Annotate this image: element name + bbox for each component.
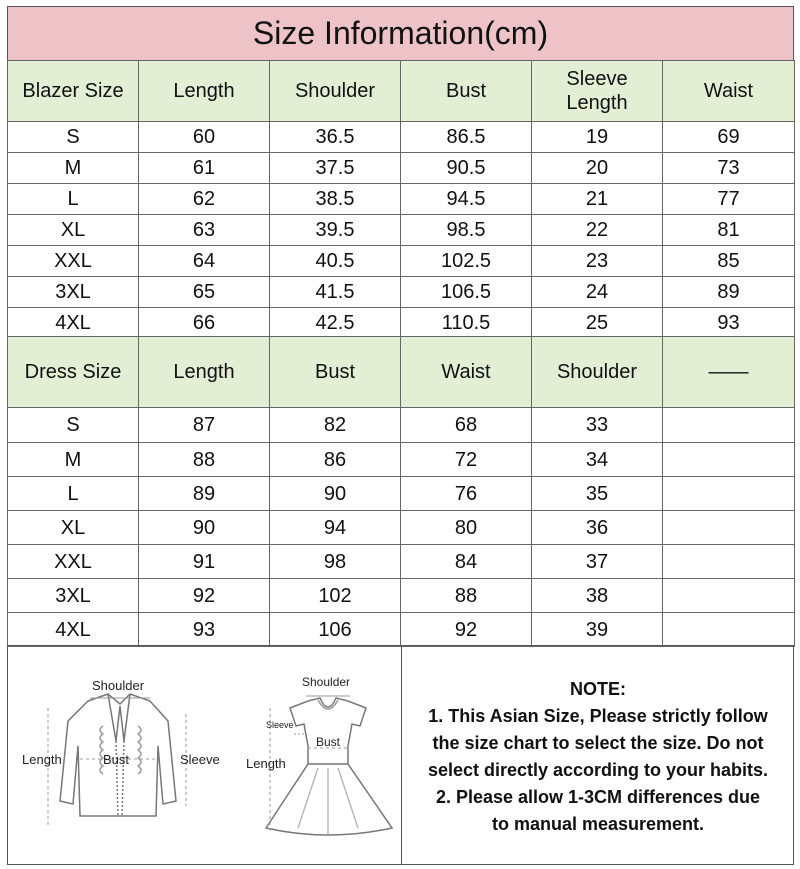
header-cell: Bust [270, 337, 401, 408]
table-row [8, 184, 795, 215]
dress-length-label: Length [246, 756, 286, 771]
table-row [8, 122, 795, 153]
table-cell: 87 [139, 408, 270, 443]
table-cell: 39 [532, 613, 663, 647]
header-cell: Shoulder [270, 61, 401, 122]
table-cell [663, 443, 795, 477]
table-cell: 73 [663, 153, 795, 184]
measurement-diagram [8, 646, 398, 864]
table-cell: 88 [139, 443, 270, 477]
blazer-sleeve-label: Sleeve [180, 752, 220, 767]
table-cell: 90 [270, 477, 401, 511]
table-cell: 24 [532, 277, 663, 308]
table-cell [663, 408, 795, 443]
header-cell: Waist [401, 337, 532, 408]
table-row [8, 443, 795, 477]
table-cell: 89 [139, 477, 270, 511]
note-line: 1. This Asian Size, Please strictly follow [428, 706, 768, 726]
table-row [8, 545, 795, 579]
table-cell: 98.5 [401, 215, 532, 246]
header-cell: Bust [401, 61, 532, 122]
table-cell: 88 [401, 579, 532, 613]
table-cell: 94 [270, 511, 401, 545]
table-cell: S [8, 408, 139, 443]
table-cell: 106.5 [401, 277, 532, 308]
table-cell: 65 [139, 277, 270, 308]
table-cell: 42.5 [270, 308, 401, 338]
header-cell: Waist [663, 61, 795, 122]
panel-divider [401, 646, 402, 864]
table-cell: 81 [663, 215, 795, 246]
dress-bust-label: Bust [316, 735, 341, 749]
table-cell: 91 [139, 545, 270, 579]
header-cell: Blazer Size [8, 61, 139, 122]
table-row [8, 277, 795, 308]
header-cell: Sleeve Length [532, 61, 663, 122]
table-cell: L [8, 477, 139, 511]
table-cell: 35 [532, 477, 663, 511]
dress-sleeve-label: Sleeve [266, 720, 294, 730]
table-cell: 92 [139, 579, 270, 613]
table-cell: 80 [401, 511, 532, 545]
table-cell: 23 [532, 246, 663, 277]
table-cell: 90.5 [401, 153, 532, 184]
table-cell: 85 [663, 246, 795, 277]
table-cell: 41.5 [270, 277, 401, 308]
note-line: 2. Please allow 1-3CM differences due [435, 787, 761, 807]
table-cell: 69 [663, 122, 795, 153]
note-block [403, 676, 793, 838]
table-cell: 22 [532, 215, 663, 246]
table-cell: 89 [663, 277, 795, 308]
measurement-info-panel [7, 645, 794, 865]
table-cell: 92 [401, 613, 532, 647]
page-title: Size Information(cm) [7, 6, 794, 61]
table-cell: 61 [139, 153, 270, 184]
table-cell: 39.5 [270, 215, 401, 246]
table-cell: XL [8, 511, 139, 545]
table-cell [663, 579, 795, 613]
table-cell: 77 [663, 184, 795, 215]
table-cell [663, 511, 795, 545]
table-row [8, 511, 795, 545]
table-cell: M [8, 153, 139, 184]
header-cell: Length [139, 61, 270, 122]
table-cell: L [8, 184, 139, 215]
table-cell: 4XL [8, 613, 139, 647]
table-cell: S [8, 122, 139, 153]
table-cell: 102 [270, 579, 401, 613]
table-cell: 76 [401, 477, 532, 511]
blazer-bust-label: Bust [103, 752, 130, 767]
blazer-size-table [7, 60, 795, 338]
table-cell: 82 [270, 408, 401, 443]
table-cell: 90 [139, 511, 270, 545]
table-cell: 25 [532, 308, 663, 338]
table-cell: 37.5 [270, 153, 401, 184]
note-line: to manual measurement. [491, 814, 705, 834]
table-cell: 110.5 [401, 308, 532, 338]
table-cell: 86.5 [401, 122, 532, 153]
table-cell: 38 [532, 579, 663, 613]
table-cell: 68 [401, 408, 532, 443]
table-cell: 34 [532, 443, 663, 477]
table-cell: 86 [270, 443, 401, 477]
table-header-row [8, 337, 795, 408]
table-row [8, 477, 795, 511]
header-cell: Shoulder [532, 337, 663, 408]
blazer-shoulder-label: Shoulder [92, 678, 145, 693]
table-cell: M [8, 443, 139, 477]
table-cell: 93 [663, 308, 795, 338]
table-cell: 60 [139, 122, 270, 153]
table-row [8, 408, 795, 443]
header-cell: Dress Size [8, 337, 139, 408]
table-cell: 94.5 [401, 184, 532, 215]
table-cell [663, 613, 795, 647]
blazer-length-label: Length [22, 752, 62, 767]
table-cell: 63 [139, 215, 270, 246]
table-cell: XXL [8, 545, 139, 579]
table-cell: 33 [532, 408, 663, 443]
table-cell: 21 [532, 184, 663, 215]
table-cell [663, 477, 795, 511]
table-row [8, 579, 795, 613]
table-cell: 3XL [8, 277, 139, 308]
table-cell: 72 [401, 443, 532, 477]
note-line: the size chart to select the size. Do not [432, 733, 764, 753]
table-header-row [8, 61, 795, 122]
table-cell: 66 [139, 308, 270, 338]
header-cell: Length [139, 337, 270, 408]
table-cell: 98 [270, 545, 401, 579]
table-cell: 36.5 [270, 122, 401, 153]
table-cell: 62 [139, 184, 270, 215]
table-cell: 84 [401, 545, 532, 579]
dress-shoulder-label: Shoulder [302, 675, 351, 689]
table-cell: 3XL [8, 579, 139, 613]
table-cell: 93 [139, 613, 270, 647]
table-cell: 19 [532, 122, 663, 153]
table-cell: 36 [532, 511, 663, 545]
table-cell: 102.5 [401, 246, 532, 277]
table-cell: 40.5 [270, 246, 401, 277]
table-cell: 37 [532, 545, 663, 579]
table-row [8, 246, 795, 277]
table-cell: 64 [139, 246, 270, 277]
table-cell: 4XL [8, 308, 139, 338]
table-cell: 20 [532, 153, 663, 184]
note-line: select directly according to your habits. [427, 760, 769, 780]
table-cell [663, 545, 795, 579]
table-row [8, 613, 795, 647]
table-row [8, 153, 795, 184]
note-heading: NOTE: [570, 679, 626, 699]
dress-size-table [7, 336, 795, 647]
table-cell: XL [8, 215, 139, 246]
header-cell: —— [663, 337, 795, 408]
table-row [8, 308, 795, 338]
table-row [8, 215, 795, 246]
table-cell: XXL [8, 246, 139, 277]
table-cell: 38.5 [270, 184, 401, 215]
table-cell: 106 [270, 613, 401, 647]
